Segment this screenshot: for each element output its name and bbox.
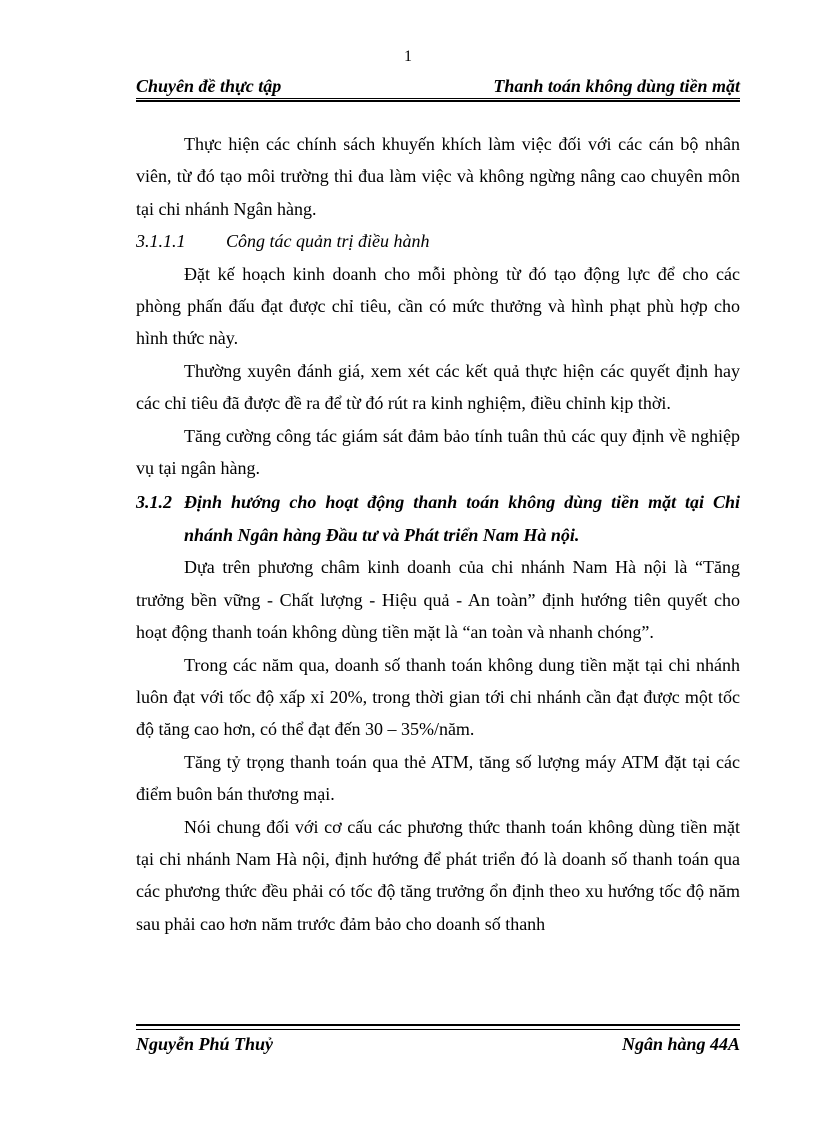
paragraph: Thường xuyên đánh giá, xem xét các kết quả thực hiện các quyết định hay các chỉ tiêu đã được đề ra để từ đó rút ra kinh nghiệm, điều chỉnh kịp thời. <box>136 360 740 414</box>
paragraph: Trong các năm qua, doanh số thanh toán không dung tiền mặt tại chi nhánh luôn đạt với tốc độ xấp xỉ 20%, trong thời gian tới chi nhánh cần đạt được một tốc độ tăng cao hơn, có thể đạt đến 30 – 35%/năm. <box>136 654 740 740</box>
section-number: 3.1.2 <box>136 492 172 513</box>
header-left-title: Chuyên đề thực tập <box>136 76 282 96</box>
page-header <box>136 74 740 99</box>
page-number: 1 <box>404 48 412 65</box>
header-right-title: Thanh toán không dùng tiền mặt <box>493 76 740 96</box>
section-title: Định hướng cho hoạt động thanh toán không dùng tiền mặt tại Chi nhánh Ngân hàng Đầu tư và Phát triển Nam Hà nội. <box>184 492 740 545</box>
paragraph: Nói chung đối với cơ cấu các phương thức thanh toán không dùng tiền mặt tại chi nhánh Nam Hà nội, định hướng để phát triển đó là doanh số thanh toán qua các phương thức đều phải có tốc độ tăng trưởng ổn định theo xu hướng tốc độ năm sau phải cao hơn năm trước đảm bảo cho doanh số thanh <box>136 816 740 934</box>
page-footer <box>136 1024 740 1054</box>
footer-class: Ngân hàng 44A <box>621 1034 740 1054</box>
section-heading <box>136 486 740 551</box>
footer-author: Nguyễn Phú Thuỷ <box>136 1034 274 1054</box>
paragraph: Tăng tỷ trọng thanh toán qua thẻ ATM, tăng số lượng máy ATM đặt tại các điểm buôn bán thương mại. <box>136 751 740 805</box>
subsection-title: Công tác quản trị điều hành <box>226 231 430 252</box>
paragraph: Tăng cường công tác giám sát đảm bảo tính tuân thủ các quy định về nghiệp vụ tại ngân hàng. <box>136 425 740 479</box>
paragraph: Thực hiện các chính sách khuyến khích làm việc đối với các cán bộ nhân viên, từ đó tạo môi trường thi đua làm việc và không ngừng nâng cao chuyên môn tại chi nhánh Ngân hàng. <box>136 134 740 219</box>
subsection-heading <box>136 225 740 257</box>
paragraph: Đặt kế hoạch kinh doanh cho mỗi phòng từ đó tạo động lực để cho các phòng phấn đấu đạt được chỉ tiêu, cần có mức thưởng và hình phạt phù hợp cho hình thức này. <box>136 263 740 349</box>
document-body <box>136 128 740 940</box>
paragraph: Dựa trên phương châm kinh doanh của chi nhánh Nam Hà nội là “Tăng trưởng bền vững - Chất lượng - Hiệu quả - An toàn” định hướng tiên quyết cho hoạt động thanh toán không dùng tiền mặt là “an toàn và nhanh chóng”. <box>136 557 740 643</box>
subsection-number: 3.1.1.1 <box>136 231 186 252</box>
